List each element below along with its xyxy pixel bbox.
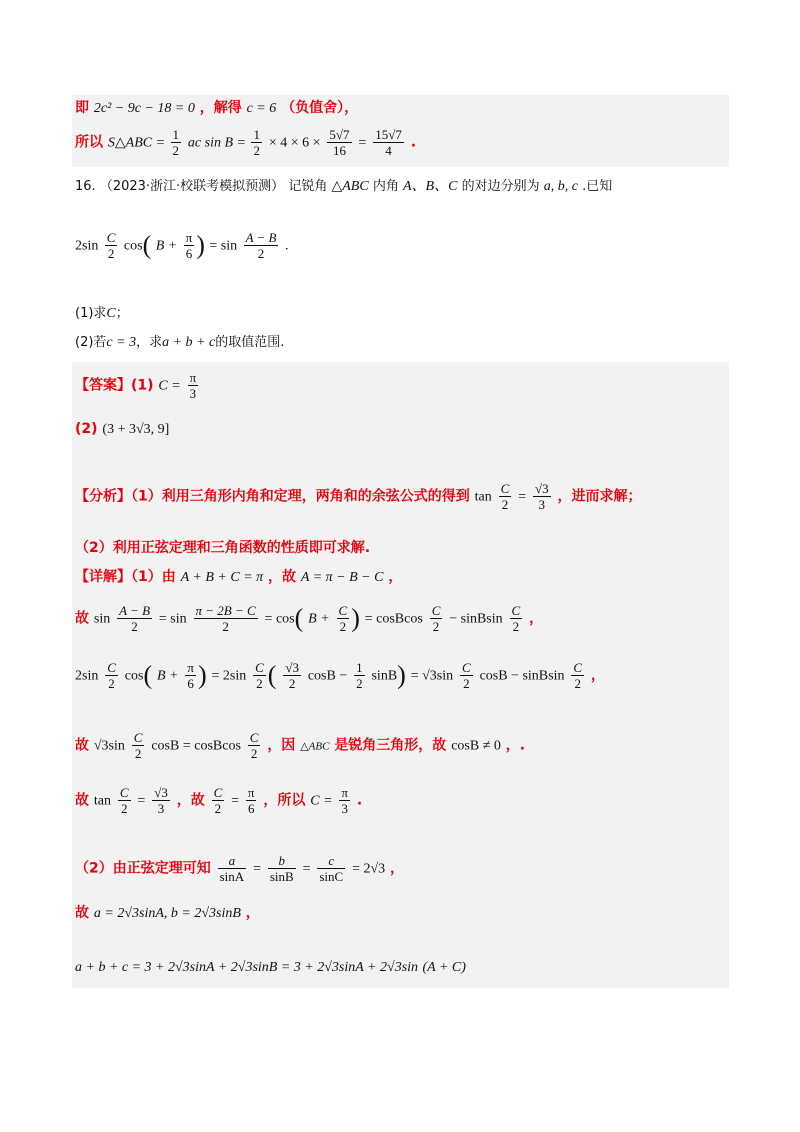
range: (3 + 3√3, 9] <box>102 422 170 437</box>
denominator: 2 <box>501 497 509 512</box>
equals: = <box>302 861 311 877</box>
expression: = √3sin <box>410 668 454 684</box>
denominator: sinB <box>269 869 294 884</box>
text: 故 <box>75 905 89 921</box>
fraction <box>248 730 261 761</box>
equals: = <box>137 793 146 809</box>
text: 是锐角三角形，故 <box>334 737 447 754</box>
fraction <box>327 127 351 158</box>
denominator: 6 <box>187 676 194 691</box>
expression: cos <box>123 238 143 254</box>
paren: ) <box>197 660 207 690</box>
fraction <box>194 603 258 634</box>
fraction <box>185 660 196 691</box>
denominator: sinA <box>219 869 245 884</box>
top-line-2 <box>75 127 416 158</box>
denominator: 2 <box>463 676 470 691</box>
question-source: （2023·浙江·校联考模拟预测） <box>99 179 285 194</box>
denominator: 2 <box>512 619 520 634</box>
fraction <box>571 660 584 691</box>
numerator: √3 <box>285 660 299 675</box>
fraction <box>354 660 365 691</box>
text: ， <box>390 860 405 877</box>
numerator: 15√7 <box>375 127 402 142</box>
detail-line-7 <box>75 904 260 923</box>
fraction <box>212 785 225 816</box>
expression: B + <box>308 611 330 627</box>
top-line-1 <box>75 99 358 118</box>
text: (2) <box>75 421 98 437</box>
numerator: C <box>500 481 510 496</box>
numerator: π <box>247 785 255 800</box>
text: . <box>284 238 289 254</box>
denominator: 2 <box>256 676 263 691</box>
expression: B + <box>156 668 179 684</box>
denominator: 2 <box>131 619 138 634</box>
detail-line-6 <box>75 853 404 884</box>
numerator: a <box>218 853 247 869</box>
part-1 <box>75 305 129 323</box>
numerator: π <box>189 370 197 385</box>
paren: ) <box>351 603 360 633</box>
text: ，因 <box>267 737 296 754</box>
equation: 2c² − 9c − 18 = 0 <box>93 101 195 116</box>
numerator: c <box>317 853 345 869</box>
expression: √3sin <box>93 738 125 754</box>
detail-line-2 <box>75 603 543 634</box>
analysis-tag: 【分析】 <box>75 488 131 505</box>
expression: cos <box>124 668 144 684</box>
text: （2）由正弦定理可知 <box>75 860 211 877</box>
triangle: △ABC <box>300 740 330 753</box>
text: ， <box>529 610 544 627</box>
detail-line-1 <box>75 568 402 587</box>
condition: c = 3 <box>106 335 137 350</box>
fraction <box>188 370 199 401</box>
denominator: 16 <box>332 143 346 158</box>
text: （1）由 <box>131 569 176 585</box>
expression: = cosBcos <box>364 611 423 627</box>
equals: = <box>253 861 261 877</box>
text: 的对边分别为 <box>461 179 540 194</box>
equals: = <box>518 489 527 505</box>
text: （2）利用正弦定理和三角函数的性质即可求解. <box>75 540 371 556</box>
numerator: π <box>185 230 193 245</box>
text: ， <box>590 667 605 684</box>
answer-line-1 <box>75 370 200 401</box>
fraction <box>339 785 350 816</box>
numerator: 1 <box>253 127 260 142</box>
fraction <box>337 603 350 634</box>
angles: A、B、C <box>403 179 458 194</box>
numerator: C <box>213 785 223 800</box>
fraction <box>499 481 512 512</box>
text: ，求 <box>136 335 163 350</box>
solution: c = 6 <box>246 101 277 116</box>
fraction <box>317 853 345 884</box>
numerator: C <box>119 785 129 800</box>
numerator: π <box>341 785 348 800</box>
expression: B + <box>155 238 178 254</box>
triangle: △ABC <box>331 179 369 194</box>
expression: C = <box>310 793 333 809</box>
text: ，故 <box>176 792 205 809</box>
fraction <box>171 127 182 158</box>
denominator: 3 <box>538 497 545 512</box>
denominator: 2 <box>288 676 296 691</box>
denominator: 2 <box>107 246 115 261</box>
numerator: 1 <box>356 660 363 675</box>
numerator: A − B <box>245 230 277 245</box>
expression: = cos <box>264 611 295 627</box>
text: (2)若 <box>75 335 107 350</box>
denominator: 2 <box>134 746 142 761</box>
text: （1）利用三角形内角和定理，两角和的余弦公式的得到 <box>131 488 470 505</box>
given-equation <box>75 230 288 261</box>
denominator: 3 <box>157 801 165 816</box>
equation: a + b + c = 3 + 2√3sinA + 2√3sinB = 3 + 2√3sinA + 2√3sin <box>75 960 419 975</box>
text: ，. <box>505 737 526 754</box>
numerator: √3 <box>534 481 549 496</box>
expression: = sin <box>209 238 238 254</box>
equals: = <box>231 793 240 809</box>
fraction <box>251 127 262 158</box>
numerator: C <box>249 730 259 745</box>
detail-line-5 <box>75 785 362 816</box>
analysis-line-1 <box>75 481 641 512</box>
condition: cosB ≠ 0 <box>451 738 501 754</box>
expression: (A + C) <box>422 960 466 975</box>
expression: tan <box>474 489 492 505</box>
fraction <box>533 481 551 512</box>
text: ，故 <box>268 569 297 585</box>
detail-line-8 <box>75 958 466 977</box>
expression: × 4 × 6 × <box>268 135 321 151</box>
text: . <box>410 134 417 151</box>
expression: = sin <box>158 611 187 627</box>
fraction <box>152 785 170 816</box>
expression: C = <box>158 378 181 394</box>
text: 故 <box>75 610 89 627</box>
denominator: 3 <box>341 801 348 816</box>
fraction <box>430 603 443 634</box>
fraction <box>268 853 296 884</box>
text: 内角 <box>372 179 399 194</box>
variable: C <box>106 306 116 321</box>
numerator: C <box>107 660 116 675</box>
numerator: 1 <box>172 127 180 142</box>
text: 记锐角 <box>288 179 328 194</box>
expression: a + b + c <box>162 335 216 350</box>
denominator: 6 <box>247 801 255 816</box>
text: 故 <box>75 737 89 754</box>
text: ， <box>245 905 260 921</box>
expression: 2sin <box>75 238 99 254</box>
expression: cosB − sinBsin <box>479 668 565 684</box>
denominator: 6 <box>185 246 193 261</box>
numerator: b <box>268 853 296 869</box>
question-stem <box>75 178 612 196</box>
fraction <box>105 230 118 261</box>
text: ； <box>115 306 129 321</box>
numerator: √3 <box>154 785 168 800</box>
expression: sinB <box>371 668 398 684</box>
numerator: π − 2B − C <box>195 603 256 618</box>
expression: cosB − <box>307 668 348 684</box>
denominator: 4 <box>385 143 392 158</box>
numerator: π <box>187 660 194 675</box>
denominator: 2 <box>222 619 229 634</box>
denominator: 2 <box>257 246 265 261</box>
denominator: 3 <box>189 386 197 401</box>
expression: sin <box>93 611 111 627</box>
numerator: C <box>573 660 583 675</box>
fraction <box>246 785 257 816</box>
fraction <box>510 603 523 634</box>
text: .已知 <box>582 179 613 194</box>
numerator: C <box>431 603 441 618</box>
fraction <box>460 660 473 691</box>
fraction <box>373 127 404 158</box>
fraction <box>105 660 118 691</box>
detail-line-3 <box>75 660 605 691</box>
equation: A = π − B − C <box>300 570 384 585</box>
equals: = <box>358 135 367 151</box>
detail-tag: 【详解】 <box>75 569 131 585</box>
expression: = 2sin <box>211 668 247 684</box>
numerator: A − B <box>119 603 151 618</box>
fraction <box>283 660 301 691</box>
text: (1) <box>131 377 154 394</box>
area-symbol: S△ABC = <box>107 135 169 151</box>
numerator: C <box>338 603 348 618</box>
text: ，所以 <box>263 792 306 809</box>
detail-line-4 <box>75 730 525 761</box>
text: (1)求 <box>75 306 107 321</box>
denominator: 2 <box>120 801 128 816</box>
answer-line-2 <box>75 420 169 439</box>
equation: A + B + C = π <box>180 570 264 585</box>
fraction <box>184 230 195 261</box>
question-number: 16. <box>75 179 96 194</box>
expression: − sinBsin <box>449 611 503 627</box>
text: ，进而求解； <box>557 488 642 505</box>
expression: 2sin <box>75 668 99 684</box>
denominator: sinC <box>319 869 344 884</box>
denominator: 2 <box>253 143 260 158</box>
sides: a, b, c <box>543 179 578 194</box>
numerator: C <box>255 660 264 675</box>
text: . <box>356 792 363 809</box>
denominator: 2 <box>356 676 363 691</box>
denominator: 2 <box>339 619 347 634</box>
fraction <box>117 603 152 634</box>
text: ，解得 <box>199 100 242 116</box>
denominator: 2 <box>108 676 115 691</box>
fraction <box>253 660 266 691</box>
denominator: 2 <box>214 801 222 816</box>
equation: a = 2√3sinA, b = 2√3sinB <box>93 906 241 921</box>
part-2 <box>75 334 284 352</box>
answer-tag: 【答案】 <box>75 377 131 394</box>
paren: ( <box>143 660 153 690</box>
paren: ( <box>142 230 152 260</box>
text: 即 <box>75 100 89 116</box>
paren: ( <box>267 660 277 690</box>
denominator: 2 <box>432 619 440 634</box>
analysis-line-2 <box>75 539 370 557</box>
numerator: C <box>511 603 521 618</box>
text: 所以 <box>75 134 103 151</box>
text: 的取值范围. <box>215 335 285 350</box>
paren: ) <box>397 660 406 690</box>
denominator: 2 <box>172 143 180 158</box>
numerator: C <box>106 230 116 245</box>
numerator: C <box>133 730 143 745</box>
expression: cosB = cosBcos <box>151 738 241 754</box>
expression: = 2√3 <box>352 861 386 877</box>
text: 故 <box>75 792 89 809</box>
numerator: 5√7 <box>329 127 350 142</box>
expression: ac sin B = <box>187 135 250 151</box>
denominator: 2 <box>250 746 258 761</box>
paren: ( <box>294 603 304 633</box>
text: ， <box>388 569 403 585</box>
fraction <box>244 230 279 261</box>
paren: ) <box>196 230 205 260</box>
text: （负值舍）， <box>281 100 359 116</box>
fraction <box>218 853 247 884</box>
denominator: 2 <box>574 676 581 691</box>
numerator: C <box>462 660 471 675</box>
expression: tan <box>93 793 111 809</box>
fraction <box>118 785 131 816</box>
fraction <box>132 730 145 761</box>
